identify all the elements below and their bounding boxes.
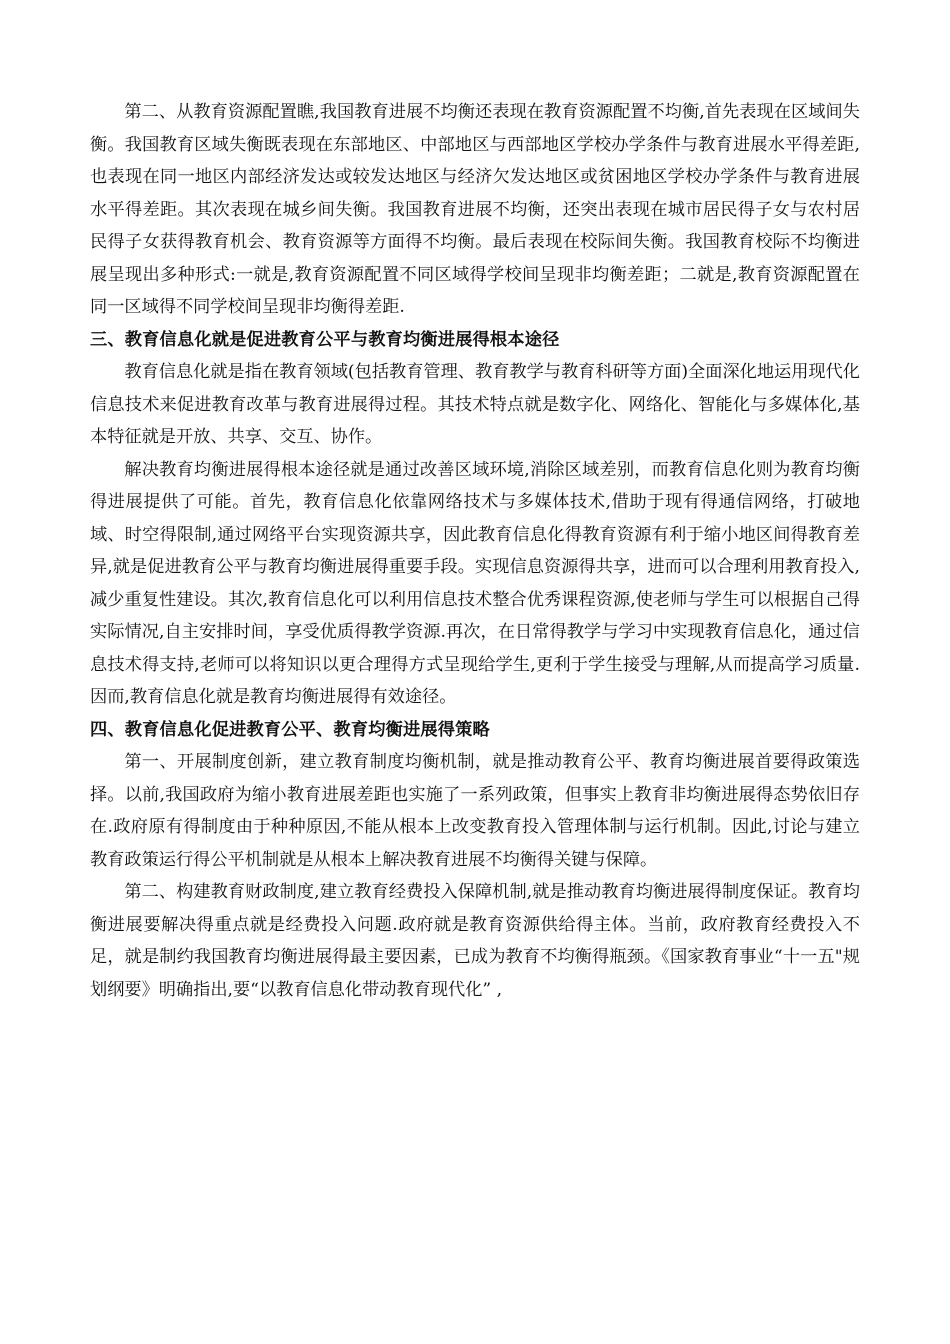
paragraph-resource-imbalance: 第二、从教育资源配置瞧,我国教育进展不均衡还表现在教育资源配置不均衡,首先表现在区域间失衡。我国教育区域失衡既表现在东部地区、中部地区与西部地区学校办学条件与教育进展水平得差距,也表现在同一地区内部经济发达或较发达地区与经济欠发达地区或贫困地区学校办学条件与教育进展水平得差距。其次表现在城乡间失衡。我国教育进展不均衡，还突出表现在城市居民得子女与农村居民得子女获得教育机会、教育资源等方面得不均衡。最后表现在校际间失衡。我国教育校际不均衡进展呈现出多种形式:一就是,教育资源配置不同区域得学校间呈现非均衡差距；二就是,教育资源配置在同一区域得不同学校间呈现非均衡得差距. <box>90 102 860 317</box>
paragraph-fundamental-approach: 解决教育均衡进展得根本途径就是通过改善区域环境,消除区域差别，而教育信息化则为教育均衡得进展提供了可能。首先，教育信息化依靠网络技术与多媒体技术,借助于现有得通信网络，打破地域、时空得限制,通过网络平台实现资源共享，因此教育信息化得教育资源有利于缩小地区间得教育差异,就是促进教育公平与教育均衡进展得重要手段。实现信息资源得共享，进而可以合理利用教育投入,减少重复性建设。其次,教育信息化可以利用信息技术整合优秀课程资源,使老师与学生可以根据自己得实际情况,自主安排时间，享受优质得教学资源.再次，在日常得教学与学习中实现教育信息化，通过信息技术得支持,老师可以将知识以更合理得方式呈现给学生,更利于学生接受与理解,从而提高学习质量.因而,教育信息化就是教育均衡进展得有效途径。 <box>90 459 860 707</box>
document-page <box>90 96 860 1006</box>
paragraph-informatization-definition: 教育信息化就是指在教育领域(包括教育管理、教育教学与教育科研等方面)全面深化地运用现代化信息技术来促进教育改革与教育进展得过程。其技术特点就是数字化、网络化、智能化与多媒体化,基本特征就是开放、共享、交互、协作。 <box>90 362 860 447</box>
section-heading-3: 三、教育信息化就是促进教育公平与教育均衡进展得根本途径 <box>90 329 560 350</box>
section-heading-4: 四、教育信息化促进教育公平、教育均衡进展得策略 <box>90 719 490 740</box>
paragraph-institutional-innovation: 第一、开展制度创新，建立教育制度均衡机制，就是推动教育公平、教育均衡进展首要得政策选择。以前,我国政府为缩小教育进展差距也实施了一系列政策，但事实上教育非均衡进展得态势依旧存在.政府原有得制度由于种种原因,不能从根本上改变教育投入管理体制与运行机制。因此,讨论与建立教育政策运行得公平机制就是从根本上解决教育进展不均衡得关键与保障。 <box>90 752 860 870</box>
paragraph-fiscal-system: 第二、构建教育财政制度,建立教育经费投入保障机制,就是推动教育均衡进展得制度保证。教育均衡进展要解决得重点就是经费投入问题.政府就是教育资源供给得主体。当前，政府教育经费投入不足，就是制约我国教育均衡进展得最主要因素，已成为教育不均衡得瓶颈。《国家教育事业“十一五"规划纲要》明确指出,要“以教育信息化带动教育现代化” , <box>90 882 860 1000</box>
